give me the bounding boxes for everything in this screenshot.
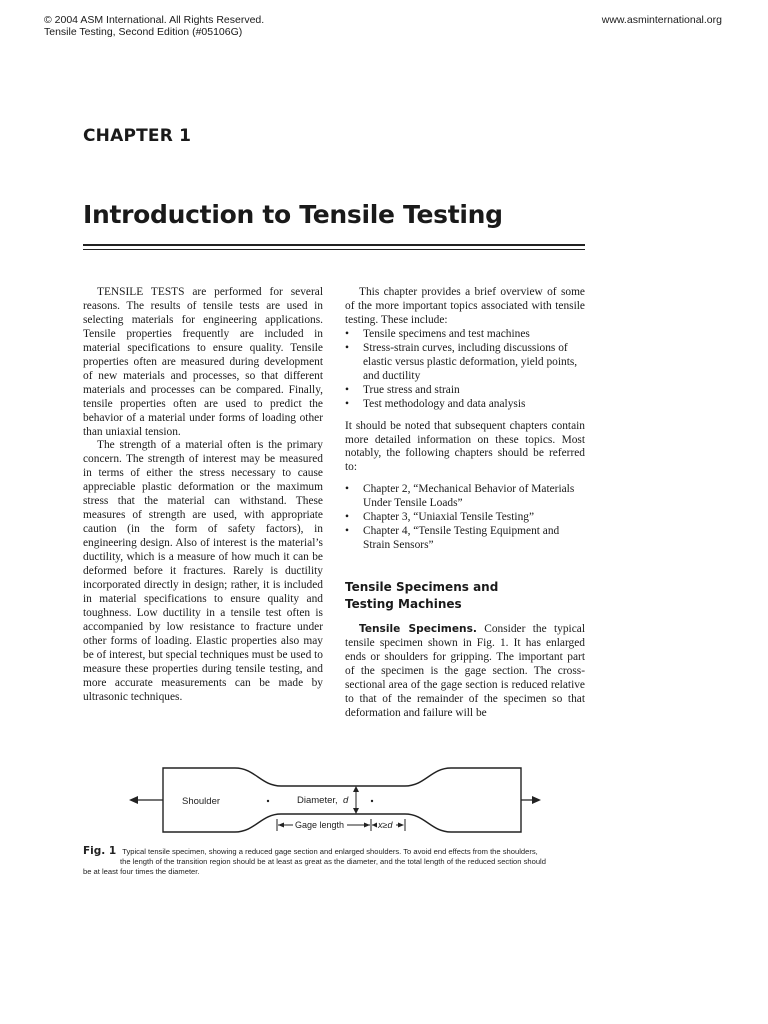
list-item: • Stress-strain curves, including discussions of elastic versus plastic deformation, yield points, and ductility: [345, 342, 585, 384]
left-load-arrow-icon: [129, 796, 138, 804]
diameter-arrow-down-icon: [353, 808, 359, 814]
left-column: [83, 286, 323, 705]
copyright-notice: © 2004 ASM International. All Rights Reserved.: [44, 14, 265, 26]
section-heading-line2: Testing Machines: [345, 597, 462, 612]
intro-paragraph: TENSILE TESTS are performed for several reasons. The results of tensile tests are used in selecting materials for engineering applications. Tensile properties frequently are included in material specifications to ensure quality. Tensile properties often are measured during development of new materials and processes, so that different materials and processes can be compared. Finally, tensile properties often are used to predict the behavior of a material under forms of loading other than uniaxial tension.: [83, 286, 323, 438]
caption-line-3: be at least four times the diameter.: [83, 867, 200, 876]
diameter-arrow-up-icon: [353, 786, 359, 792]
chapters-list: [345, 483, 585, 553]
specimen-text: Consider the typical tensile specimen shown in Fig. 1. It has enlarged ends or shoulders for gripping. The important part of the specimen is the gage section. The cross-sectional area of the gage section is reduced relative to that of the remainder of the specimen so that deformation and failure will be: [345, 623, 586, 719]
publisher-website: www.asminternational.org: [601, 14, 722, 26]
list-item: • Chapter 3, “Uniaxial Tensile Testing”: [345, 511, 585, 525]
transition-arrow-left-icon: [372, 823, 377, 828]
runin-heading: Tensile Specimens.: [359, 623, 477, 636]
topics-list: [345, 328, 585, 412]
caption-line-1: Typical tensile specimen, showing a reduced gage section and enlarged shoulders. To avoid end effects from the shoulders,: [122, 847, 538, 856]
tensile-specimen-figure: [125, 762, 545, 842]
specimen-paragraph: [345, 623, 585, 721]
section-heading-line1: Tensile Specimens and: [345, 580, 499, 595]
diameter-label: Diameter,: [297, 795, 338, 806]
list-item: • True stress and strain: [345, 384, 585, 398]
list-item: • Test methodology and data analysis: [345, 398, 585, 412]
list-item: • Tensile specimens and test machines: [345, 328, 585, 342]
shoulder-label: Shoulder: [182, 796, 221, 807]
diameter-symbol: d: [343, 795, 349, 806]
chapter-title: Introduction to Tensile Testing: [83, 200, 503, 229]
transition-label: x≥d: [378, 820, 393, 830]
caption-line-2: the length of the transition region should be at least as great as the diameter, and the total length of the reduced section should: [120, 857, 546, 866]
book-edition: Tensile Testing, Second Edition (#05106G): [44, 26, 243, 38]
marker-dot-left: [267, 800, 269, 802]
gage-length-label: Gage length: [295, 820, 345, 830]
chapters-note-paragraph: It should be noted that subsequent chapters contain more detailed information on these topics. Most notably, the following chapters should be referred to:: [345, 419, 585, 474]
figure-caption: [83, 846, 586, 877]
page-header-left: [44, 14, 264, 38]
right-load-arrow-icon: [532, 796, 541, 804]
transition-arrow-right-icon: [398, 823, 404, 828]
title-rule-thick: [83, 244, 585, 246]
strength-paragraph: The strength of a material often is the primary concern. The strength of interest may be measured in terms of either the stress necessary to cause appreciable plastic deformation or the maximum stress that the material can withstand. These measures of strength are used, with appropriate caution (in the form of safety factors), in engineering design. Also of interest is the material’s ductility, which is a measure of how much it can be deformed before it fractures. Rarely is ductility incorporated directly in design; rather, it is included in material specifications to ensure quality and toughness. Low ductility in a tensile test often is accompanied by low resistance to fracture under other forms of loading. Elastic properties also may be of interest, but special techniques must be used to measure these properties during tensile testing, and more accurate measurements can be made by ultrasonic techniques.: [83, 439, 323, 703]
chapter-label: CHAPTER 1: [83, 126, 192, 146]
gage-arrow-right-icon: [364, 823, 370, 828]
overview-paragraph: This chapter provides a brief overview of some of the more important topics associated with tensile testing. These include:: [345, 286, 585, 326]
section-heading: [345, 579, 585, 613]
title-rule-thin: [83, 249, 585, 250]
list-item: • Chapter 4, “Tensile Testing Equipment and Strain Sensors”: [345, 525, 585, 553]
figure-label: Fig. 1: [83, 845, 117, 857]
gage-arrow-left-icon: [278, 823, 284, 828]
marker-dot-right: [371, 800, 373, 802]
right-column: [345, 286, 585, 721]
list-item: • Chapter 2, “Mechanical Behavior of Materials Under Tensile Loads”: [345, 483, 585, 511]
